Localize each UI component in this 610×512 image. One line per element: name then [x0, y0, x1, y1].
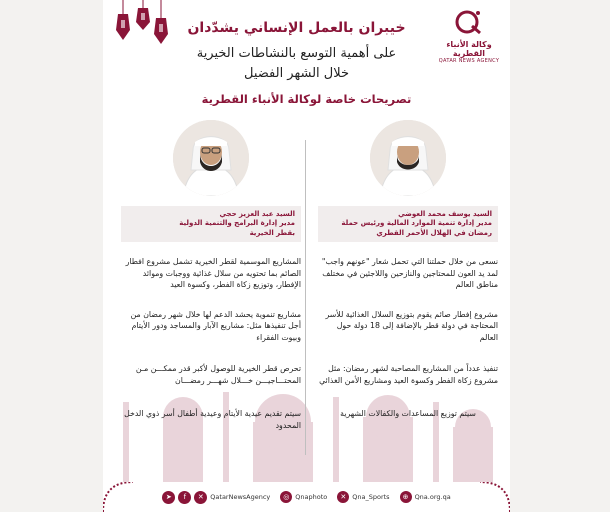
instagram-icon[interactable]: ◎: [280, 491, 292, 503]
right-person-title-1: مدير إدارة تنمية الموارد المالية ورئيس حملة: [341, 219, 492, 227]
headline-line-2: على أهمية التوسع بالنشاطات الخيرية: [196, 46, 397, 61]
x-sports-icon[interactable]: ✕: [337, 491, 349, 503]
social-group-main[interactable]: [162, 491, 270, 504]
qna-logo: [434, 8, 504, 64]
left-person-name-block: [121, 206, 301, 242]
telegram-icon[interactable]: ➤: [162, 491, 175, 504]
right-person-photo: [370, 120, 446, 196]
globe-icon[interactable]: ⊕: [400, 491, 412, 503]
left-person-photo: [173, 120, 249, 196]
social-footer: [103, 482, 510, 512]
headline-line-3: خلال الشهر الفضيل: [243, 66, 350, 81]
facebook-icon[interactable]: f: [178, 491, 191, 504]
column-divider: [305, 140, 306, 455]
logo-arabic-text: وكالة الأنباء القطرية: [446, 40, 492, 58]
left-person-title-2: بقطر الخيرية: [249, 229, 295, 237]
corner-ornament-right-icon: [480, 482, 510, 512]
corner-ornament-left-icon: [103, 482, 133, 512]
subtitle: تصريحات خاصة لوكالة الأنباء القطرية: [201, 92, 412, 106]
right-statement-2: مشروع إفطار صائم يقوم بتوزيع السلال الغذائية للأسر المحتاجة في دولة قطر بالإضافة إلى 18 دولة حول العالم: [325, 309, 498, 342]
handle-web[interactable]: Qna.org.qa: [414, 493, 451, 501]
handle-main[interactable]: QatarNewsAgency: [210, 493, 271, 501]
left-statement-4: سيتم تقديم عيدية الأيتام وعيدية أطفال أسر ذوي الدخل المحدود: [124, 409, 301, 430]
handle-sports[interactable]: Qna_Sports: [352, 493, 390, 501]
right-person-name-block: [318, 206, 498, 242]
left-statement-3: تحرص قطر الخيرية للوصول لأكبر قدر ممكـــن مـن المحتـــاجيـــن خـــلال شهـــر رمضـــان: [135, 364, 301, 385]
lantern-decoration-icon: [111, 0, 171, 52]
social-group-sports[interactable]: [337, 491, 389, 503]
left-person-column: [121, 120, 301, 431]
person-portrait-icon: [173, 120, 249, 196]
social-group-photo[interactable]: [280, 491, 327, 503]
handle-photo[interactable]: Qnaphoto: [295, 493, 328, 501]
right-person-column: [318, 120, 498, 420]
infographic-card: [103, 0, 510, 512]
left-statement-1: المشاريع الموسمية لقطر الخيرية تشمل مشروع افطار الصائم بما تحتويه من سلال غذائية ووجبات وموائد الإفطار، وتوزيع زكاة الفطر، وكسوة العيد: [125, 257, 301, 289]
qna-logo-icon: [454, 8, 484, 36]
right-statement-4: سيتم توزيع المساعدات والكفالات الشهرية: [340, 409, 476, 418]
left-statement-2: مشاريع تنموية يحشد الدعم لها خلال شهر رمضان من أجل تنفيذها مثل: مشاريع الآبار والمساجد ودور الأيتام وبيوت الفقراء: [130, 309, 301, 342]
headline-body: [163, 44, 430, 84]
x-icon[interactable]: ✕: [194, 491, 207, 504]
headline-line-1: خيبران بالعمل الإنساني يشدّدان: [187, 20, 406, 36]
left-person-title-1: مدير إدارة البرامج والتنمية الدولية: [179, 219, 295, 227]
logo-english-text: QATAR NEWS AGENCY: [438, 58, 500, 64]
right-statement-3: تنفيذ عدداً من المشاريع المصاحبة لشهر رمضان: مثل مشروع زكاة الفطر وكسوة العيد ومشاريع الأمن الغذائي: [319, 364, 498, 385]
right-person-title-2: رمضان في الهلال الأحمر القطري: [376, 229, 492, 237]
social-group-web[interactable]: [400, 491, 451, 503]
person-portrait-icon: [370, 120, 446, 196]
left-person-name: السيد عبد العزيز حجي: [219, 210, 295, 218]
right-person-name: السيد يوسف محمد العوضي: [398, 210, 492, 218]
right-statement-1: نسعى من خلال حملتنا التي تحمل شعار "عونهم واجب" لمد يد العون للمحتاجين والنازحين واللاجئين في مختلف مناطق العالم: [321, 257, 498, 289]
